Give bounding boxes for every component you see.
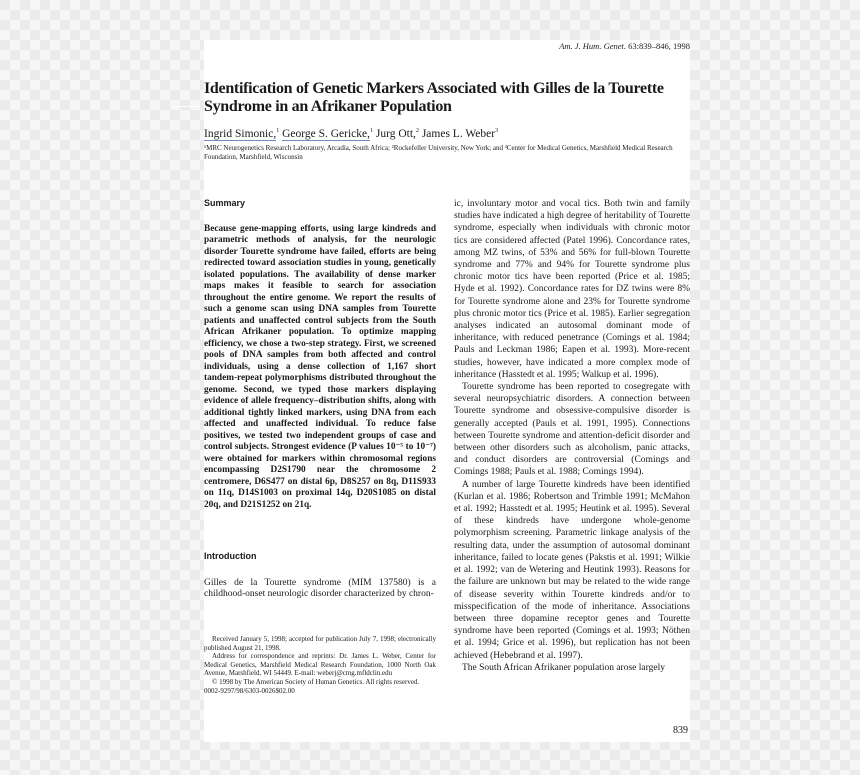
right-column — [454, 198, 690, 674]
running-header — [204, 40, 690, 52]
author-link[interactable]: George S. Gericke,$^1$ — [282, 127, 374, 140]
journal-pages: 63:839–846, 1998 — [628, 41, 690, 51]
article-code: 0002-9297/98/6303-0026$02.00 — [204, 686, 295, 695]
journal-name: Am. J. Hum. Genet. — [559, 41, 626, 51]
author-link[interactable]: Ingrid Simonic,$^1$ — [204, 127, 280, 140]
received-note: Received January 5, 1998; accepted for publication July 7, 1998; electronically published August 21, 1998. — [204, 635, 436, 652]
article-title: Identification of Genetic Markers Associated with Gilles de la Tourette Syndrome in an Afrikaner Population — [204, 80, 664, 115]
page-number: 839 — [673, 725, 688, 736]
summary-text: Because gene-mapping efforts, using large kindreds and parametric methods of analysis, for the neurologic disorder Tourette syndrome have failed, efforts are being redirected toward association studies in young, genetically isolated populations. The availability of dense marker maps makes it feasible to search for association throughout the entire genome. We report the results of such a genome scan using DNA samples from Tourette patients and unaffected control subjects from the South African Afrikaner population. To optimize mapping efficiency, we chose a two-step strategy. First, we screened pools of DNA samples from both affected and control individuals, using a dense collection of 1,167 short tandem-repeat polymorphisms distributed throughout the genome. Second, we typed those markers displaying evidence of allele frequency–distribution shifts, along with additional tightly linked markers, using DNA from each affected and unaffected individual. To reduce false positives, we tested two independent groups of case and control subjects. Strongest evidence (P values 10⁻⁵ to 10⁻⁷) were obtained for markers within chromosomal regions encompassing D2S1790 near the chromosome 2 centromere, D6S477 on distal 6p, D8S257 on 8q, D11S933 on 11q, D14S1003 on proximal 14q, D20S1085 on distal 20q, and D21S1252 on 21q. — [204, 223, 436, 510]
summary-heading: Summary — [204, 198, 246, 208]
introduction-text: Gilles de la Tourette syndrome (MIM 137580) is a childhood-onset neurologic disorder characterized by chron- — [204, 577, 436, 600]
copyright-note: © 1998 by The American Society of Human Genetics. All rights reserved. — [212, 677, 420, 686]
body-paragraph: Tourette syndrome has been reported to cosegregate with several neuropsychiatric disorders. A connection between Tourette syndrome and obsessive-compulsive disorder is generally accepted (Pauls et al. 1991, 1995). Connections between Tourette syndrome and attention-deficit disorder and between other disorders such as alcoholism, panic attacks, and conduct disorders are controversial (Comings and Comings 1988; Pauls et al. 1988; Comings 1994). — [454, 382, 690, 478]
journal-page — [204, 40, 690, 742]
margin-mark — [172, 106, 200, 107]
author-name: Jurg Ott,$^2$ — [375, 127, 419, 140]
body-paragraph: ic, involuntary motor and vocal tics. Both twin and family studies have indicated a high degree of heritability of Tourette syndrome, especially when individuals with chronic motor tics are considered affected (Patel 1996). Concordance rates, among MZ twins, of 53% and 56% for full-blown Tourette syndrome and 77% and 94% for Tourette syndrome plus chronic motor tics have been reported (Price et al. 1985; Hyde et al. 1992). Concordance rates for DZ twins were 8% for Tourette syndrome alone and 23% for Tourette syndrome plus chronic motor tics (Price et al. 1985). Earlier segregation analyses indicated an autosomal dominant mode of inheritance, with reduced penetrance (Comings et al. 1984; Pauls and Leckman 1986; Eapen et al. 1993). More-recent studies, however, have indicated a more complex mode of inheritance (Hasstedt et al. 1995; Walkup et al. 1996). — [454, 199, 690, 380]
body-paragraph: A number of large Tourette kindreds have been identified (Kurlan et al. 1986; Robertson and Trimble 1991; McMahon et al. 1992; Hasstedt et al. 1995; Heutink et al. 1995). Several of these kindreds have undergone whole-genome polymorphism screening. Parametric linkage analysis of the resulting data, under the assumption of autosomal dominant inheritance, failed to locate genes (Pakstis et al. 1991; Wilkie et al. 1992; van de Wetering and Heutink 1993). Reasons for the failure are unknown but may be related to the wide range of disease severity within Tourette kindreds and/or to misspecification of the mode of inheritance. Associations between three dopamine receptor genes and Tourette syndrome have been reported (Comings et al. 1993; Nöthen et al. 1994; Grice et al. 1996), but replication has not been achieved (Hebebrand et al. 1997). — [454, 479, 690, 661]
affiliations: ¹MRC Neurogenetics Research Laboratory, Arcadia, South Africa; ²Rockefeller University, New York; and ³Center for Medical Genetics, Marshfield Medical Research Foundation, Marshfield, Wisconsin — [204, 144, 673, 161]
author-name: James L. Weber$^3$ — [421, 127, 499, 140]
author-list — [204, 124, 690, 141]
introduction-heading: Introduction — [204, 551, 257, 561]
address-note: Address for correspondence and reprints: Dr. James L. Weber, Center for Medical Genetics, Marshfield Medical Research Foundation, 1000 North Oak Avenue, Marshfield, WI 54449. E-mail: weberj@cmg.mfldclin.edu — [204, 652, 436, 678]
footnotes — [204, 635, 436, 695]
left-column — [204, 198, 436, 601]
body-paragraph: The South African Afrikaner population arose largely — [462, 662, 665, 673]
